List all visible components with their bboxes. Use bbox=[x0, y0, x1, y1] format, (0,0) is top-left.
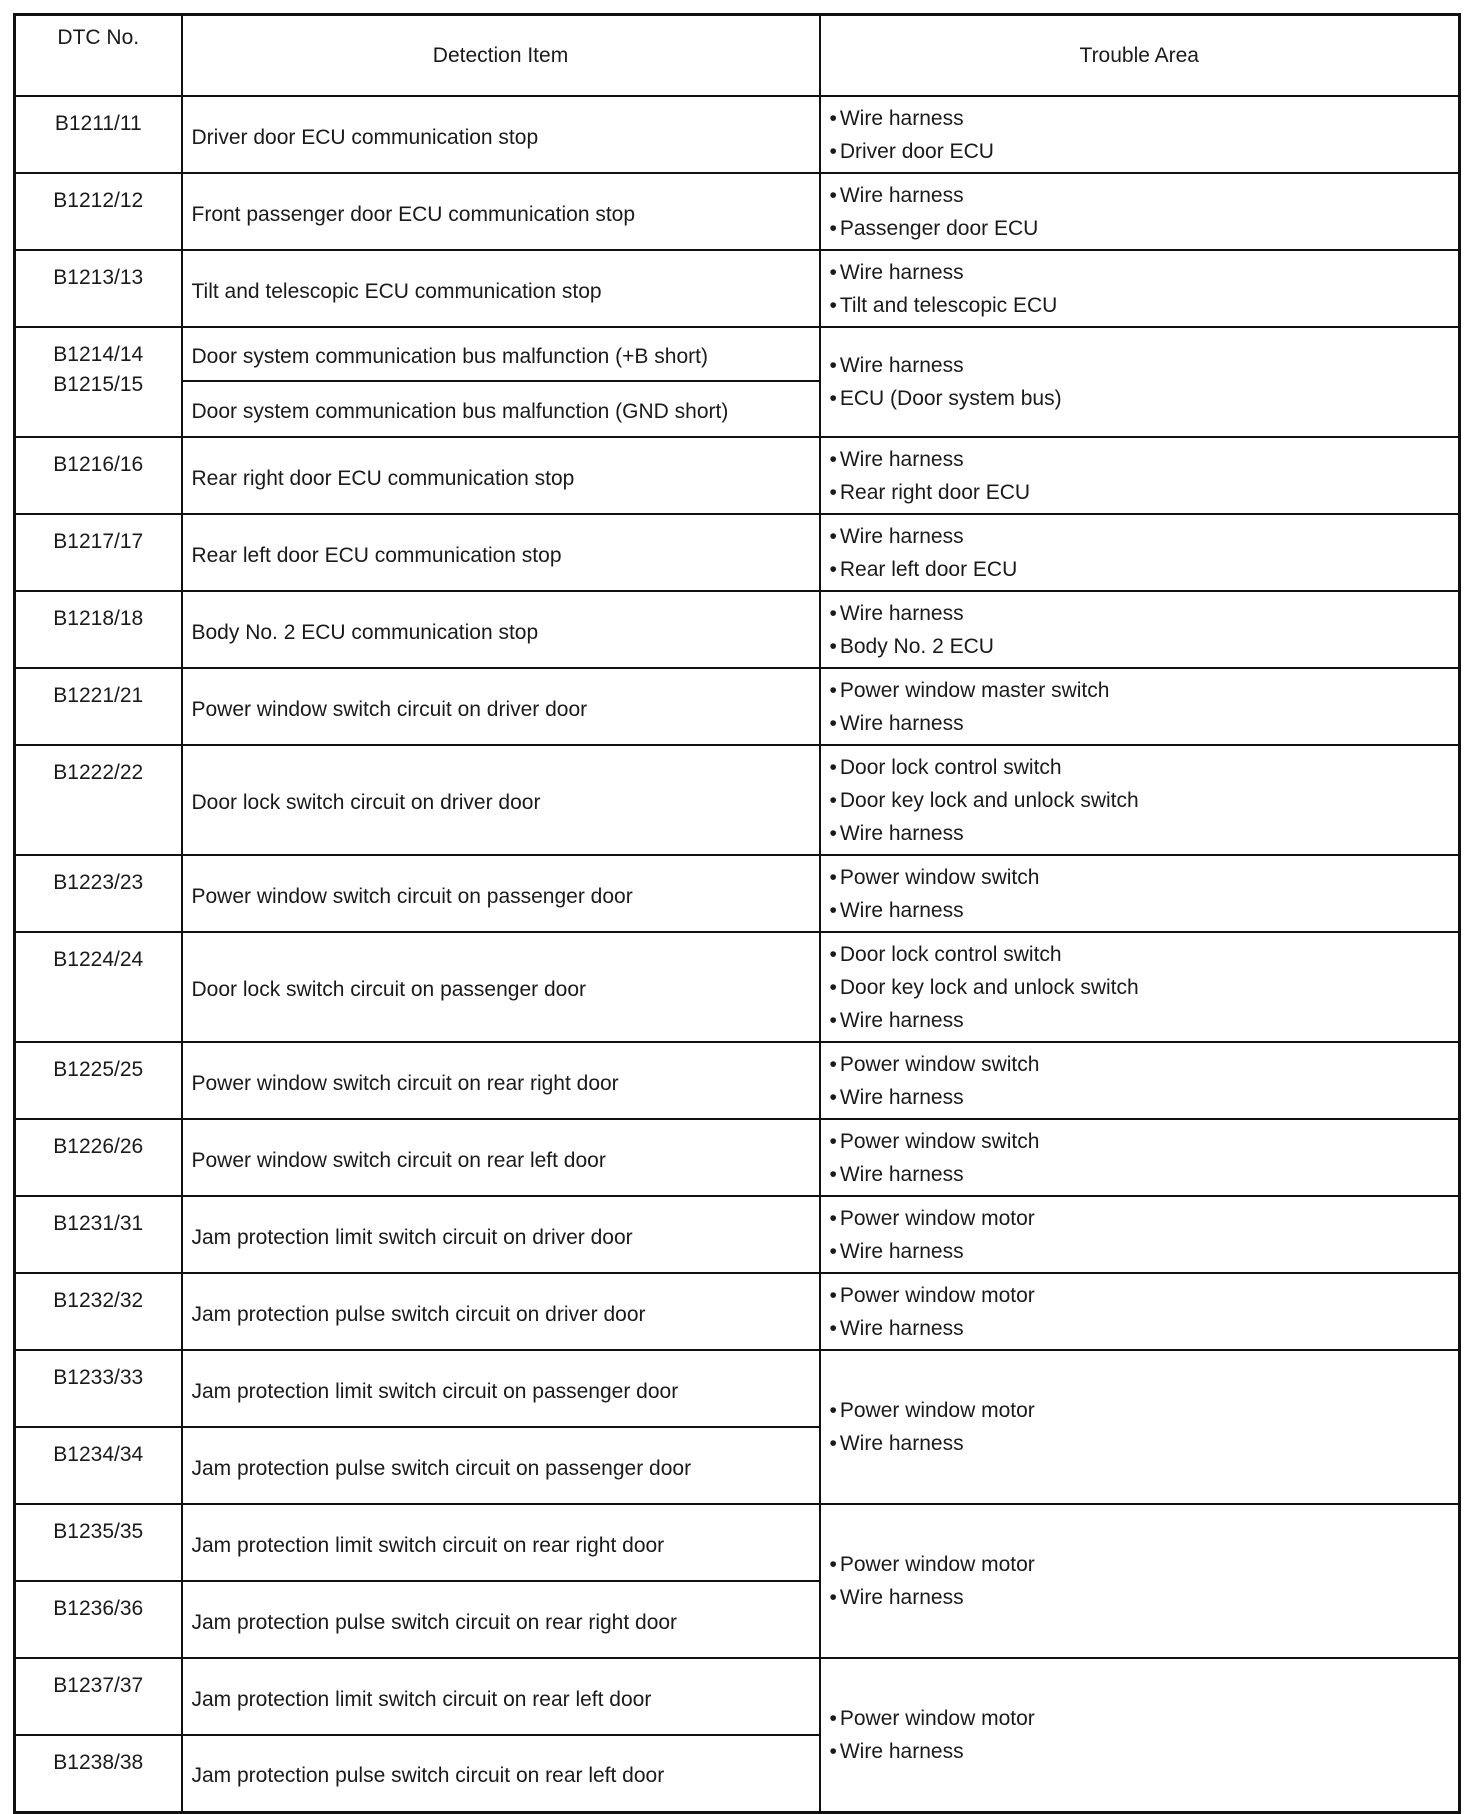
table-row bbox=[15, 1504, 1460, 1581]
table-body bbox=[15, 96, 1460, 1812]
trouble-area-item: • Wire harness bbox=[830, 520, 1459, 553]
table-row bbox=[15, 327, 1460, 381]
trouble-area-cell bbox=[820, 745, 1460, 855]
dtc-cell: B1213/13 bbox=[15, 250, 182, 327]
trouble-area-item: • Rear right door ECU bbox=[830, 476, 1459, 509]
trouble-area-cell bbox=[820, 96, 1460, 173]
dtc-cell: B1238/38 bbox=[15, 1735, 182, 1812]
trouble-area-item: • Wire harness bbox=[830, 256, 1459, 289]
trouble-area-item: • Power window switch bbox=[830, 1125, 1459, 1158]
trouble-area-list bbox=[830, 597, 1459, 663]
trouble-area-list bbox=[830, 443, 1459, 509]
detection-item-cell: Driver door ECU communication stop bbox=[182, 96, 820, 173]
trouble-area-list bbox=[830, 349, 1459, 415]
detection-item-cell: Front passenger door ECU communication stop bbox=[182, 173, 820, 250]
dtc-cell: B1216/16 bbox=[15, 437, 182, 514]
table-row bbox=[15, 437, 1460, 514]
detection-item-cell: Jam protection pulse switch circuit on driver door bbox=[182, 1273, 820, 1350]
trouble-area-item: • ECU (Door system bus) bbox=[830, 382, 1459, 415]
table-row bbox=[15, 591, 1460, 668]
dtc-cell: B1212/12 bbox=[15, 173, 182, 250]
trouble-area-item: • Body No. 2 ECU bbox=[830, 630, 1459, 663]
trouble-area-list bbox=[830, 1394, 1459, 1460]
dtc-cell: B1218/18 bbox=[15, 591, 182, 668]
table-row bbox=[15, 745, 1460, 855]
trouble-area-item: • Power window master switch bbox=[830, 674, 1459, 707]
detection-item-cell: Power window switch circuit on driver door bbox=[182, 668, 820, 745]
detection-item-cell: Jam protection pulse switch circuit on rear right door bbox=[182, 1581, 820, 1658]
detection-item-cell: Power window switch circuit on passenger door bbox=[182, 855, 820, 932]
header-detection-item: Detection Item bbox=[182, 15, 820, 97]
trouble-area-item: • Power window motor bbox=[830, 1548, 1459, 1581]
table-row bbox=[15, 96, 1460, 173]
table-row bbox=[15, 250, 1460, 327]
dtc-cell: B1231/31 bbox=[15, 1196, 182, 1273]
trouble-area-list bbox=[830, 861, 1459, 927]
detection-item-cell: Door system communication bus malfunction (+B short) bbox=[182, 327, 820, 381]
detection-item-cell: Jam protection limit switch circuit on passenger door bbox=[182, 1350, 820, 1427]
trouble-area-item: • Wire harness bbox=[830, 1235, 1459, 1268]
trouble-area-item: • Wire harness bbox=[830, 597, 1459, 630]
trouble-area-item: • Power window switch bbox=[830, 1048, 1459, 1081]
trouble-area-item: • Wire harness bbox=[830, 1004, 1459, 1037]
trouble-area-cell bbox=[820, 1196, 1460, 1273]
detection-item-cell: Body No. 2 ECU communication stop bbox=[182, 591, 820, 668]
trouble-area-item: • Wire harness bbox=[830, 1312, 1459, 1345]
dtc-cell: B1232/32 bbox=[15, 1273, 182, 1350]
header-dtc-no: DTC No. bbox=[15, 15, 182, 97]
trouble-area-item: • Power window motor bbox=[830, 1202, 1459, 1235]
trouble-area-cell bbox=[820, 514, 1460, 591]
trouble-area-item: • Wire harness bbox=[830, 1735, 1459, 1768]
dtc-cell: B1235/35 bbox=[15, 1504, 182, 1581]
trouble-area-item: • Wire harness bbox=[830, 1158, 1459, 1191]
trouble-area-list bbox=[830, 179, 1459, 245]
trouble-area-list bbox=[830, 256, 1459, 322]
table-row bbox=[15, 1658, 1460, 1735]
trouble-area-item: • Wire harness bbox=[830, 349, 1459, 382]
trouble-area-item: • Power window motor bbox=[830, 1702, 1459, 1735]
trouble-area-list bbox=[830, 1202, 1459, 1268]
trouble-area-item: • Wire harness bbox=[830, 817, 1459, 850]
trouble-area-item: • Wire harness bbox=[830, 1581, 1459, 1614]
table-row bbox=[15, 932, 1460, 1042]
dtc-code: B1214/14 bbox=[53, 343, 144, 366]
trouble-area-item: • Wire harness bbox=[830, 1081, 1459, 1114]
trouble-area-cell bbox=[820, 668, 1460, 745]
trouble-area-item: • Wire harness bbox=[830, 102, 1459, 135]
trouble-area-item: • Wire harness bbox=[830, 707, 1459, 740]
detection-item-cell: Power window switch circuit on rear left door bbox=[182, 1119, 820, 1196]
trouble-area-cell bbox=[820, 173, 1460, 250]
trouble-area-list bbox=[830, 938, 1459, 1037]
trouble-area-cell bbox=[820, 1504, 1460, 1658]
trouble-area-item: • Power window motor bbox=[830, 1279, 1459, 1312]
header-trouble-area: Trouble Area bbox=[820, 15, 1460, 97]
table-row bbox=[15, 1042, 1460, 1119]
trouble-area-item: • Power window switch bbox=[830, 861, 1459, 894]
dtc-cell: B1221/21 bbox=[15, 668, 182, 745]
trouble-area-cell bbox=[820, 855, 1460, 932]
trouble-area-cell bbox=[820, 1119, 1460, 1196]
trouble-area-cell bbox=[820, 250, 1460, 327]
dtc-cell: B1217/17 bbox=[15, 514, 182, 591]
table-row bbox=[15, 1119, 1460, 1196]
dtc-cell: B1223/23 bbox=[15, 855, 182, 932]
detection-item-cell: Jam protection limit switch circuit on rear right door bbox=[182, 1504, 820, 1581]
table-row bbox=[15, 514, 1460, 591]
table-row bbox=[15, 668, 1460, 745]
trouble-area-item: • Wire harness bbox=[830, 894, 1459, 927]
trouble-area-item: • Door key lock and unlock switch bbox=[830, 784, 1459, 817]
trouble-area-cell bbox=[820, 1042, 1460, 1119]
trouble-area-list bbox=[830, 674, 1459, 740]
trouble-area-cell bbox=[820, 591, 1460, 668]
detection-item-cell: Door lock switch circuit on driver door bbox=[182, 745, 820, 855]
dtc-cell: B1225/25 bbox=[15, 1042, 182, 1119]
detection-item-cell: Rear left door ECU communication stop bbox=[182, 514, 820, 591]
trouble-area-item: • Wire harness bbox=[830, 1427, 1459, 1460]
trouble-area-list bbox=[830, 520, 1459, 586]
trouble-area-cell bbox=[820, 1658, 1460, 1812]
detection-item-cell: Door lock switch circuit on passenger door bbox=[182, 932, 820, 1042]
trouble-area-item: • Power window motor bbox=[830, 1394, 1459, 1427]
trouble-area-item: • Driver door ECU bbox=[830, 135, 1459, 168]
trouble-area-item: • Rear left door ECU bbox=[830, 553, 1459, 586]
trouble-area-item: • Door lock control switch bbox=[830, 751, 1459, 784]
dtc-cell: B1222/22 bbox=[15, 745, 182, 855]
detection-item-cell: Jam protection limit switch circuit on driver door bbox=[182, 1196, 820, 1273]
trouble-area-cell bbox=[820, 327, 1460, 437]
trouble-area-item: • Tilt and telescopic ECU bbox=[830, 289, 1459, 322]
dtc-code: B1215/15 bbox=[53, 373, 144, 396]
trouble-area-list bbox=[830, 1548, 1459, 1614]
detection-item-cell: Jam protection pulse switch circuit on passenger door bbox=[182, 1427, 820, 1504]
dtc-cell: B1211/11 bbox=[15, 96, 182, 173]
table-row bbox=[15, 1196, 1460, 1273]
trouble-area-cell bbox=[820, 932, 1460, 1042]
trouble-area-list bbox=[830, 1125, 1459, 1191]
trouble-area-list bbox=[830, 1048, 1459, 1114]
table-row bbox=[15, 1350, 1460, 1427]
trouble-area-item: • Door lock control switch bbox=[830, 938, 1459, 971]
dtc-cell: B1226/26 bbox=[15, 1119, 182, 1196]
dtc-cell: B1237/37 bbox=[15, 1658, 182, 1735]
trouble-area-item: • Passenger door ECU bbox=[830, 212, 1459, 245]
trouble-area-item: • Wire harness bbox=[830, 179, 1459, 212]
trouble-area-list bbox=[830, 102, 1459, 168]
trouble-area-cell bbox=[820, 1273, 1460, 1350]
dtc-cell: B1236/36 bbox=[15, 1581, 182, 1658]
dtc-cell: B1233/33 bbox=[15, 1350, 182, 1427]
trouble-area-list bbox=[830, 1702, 1459, 1768]
detection-item-cell: Tilt and telescopic ECU communication stop bbox=[182, 250, 820, 327]
trouble-area-item: • Door key lock and unlock switch bbox=[830, 971, 1459, 1004]
trouble-area-item: • Wire harness bbox=[830, 443, 1459, 476]
table-row bbox=[15, 1273, 1460, 1350]
detection-item-cell: Door system communication bus malfunction (GND short) bbox=[182, 381, 820, 437]
dtc-table bbox=[13, 13, 1461, 1814]
table-row bbox=[15, 173, 1460, 250]
detection-item-cell: Jam protection pulse switch circuit on rear left door bbox=[182, 1735, 820, 1812]
dtc-cell: B1234/34 bbox=[15, 1427, 182, 1504]
detection-item-cell: Rear right door ECU communication stop bbox=[182, 437, 820, 514]
table-row bbox=[15, 855, 1460, 932]
trouble-area-list bbox=[830, 751, 1459, 850]
trouble-area-cell bbox=[820, 1350, 1460, 1504]
detection-item-cell: Jam protection limit switch circuit on rear left door bbox=[182, 1658, 820, 1735]
trouble-area-list bbox=[830, 1279, 1459, 1345]
header-row bbox=[15, 15, 1460, 97]
detection-item-cell: Power window switch circuit on rear right door bbox=[182, 1042, 820, 1119]
trouble-area-cell bbox=[820, 437, 1460, 514]
dtc-cell: B1224/24 bbox=[15, 932, 182, 1042]
dtc-cell bbox=[15, 327, 182, 437]
